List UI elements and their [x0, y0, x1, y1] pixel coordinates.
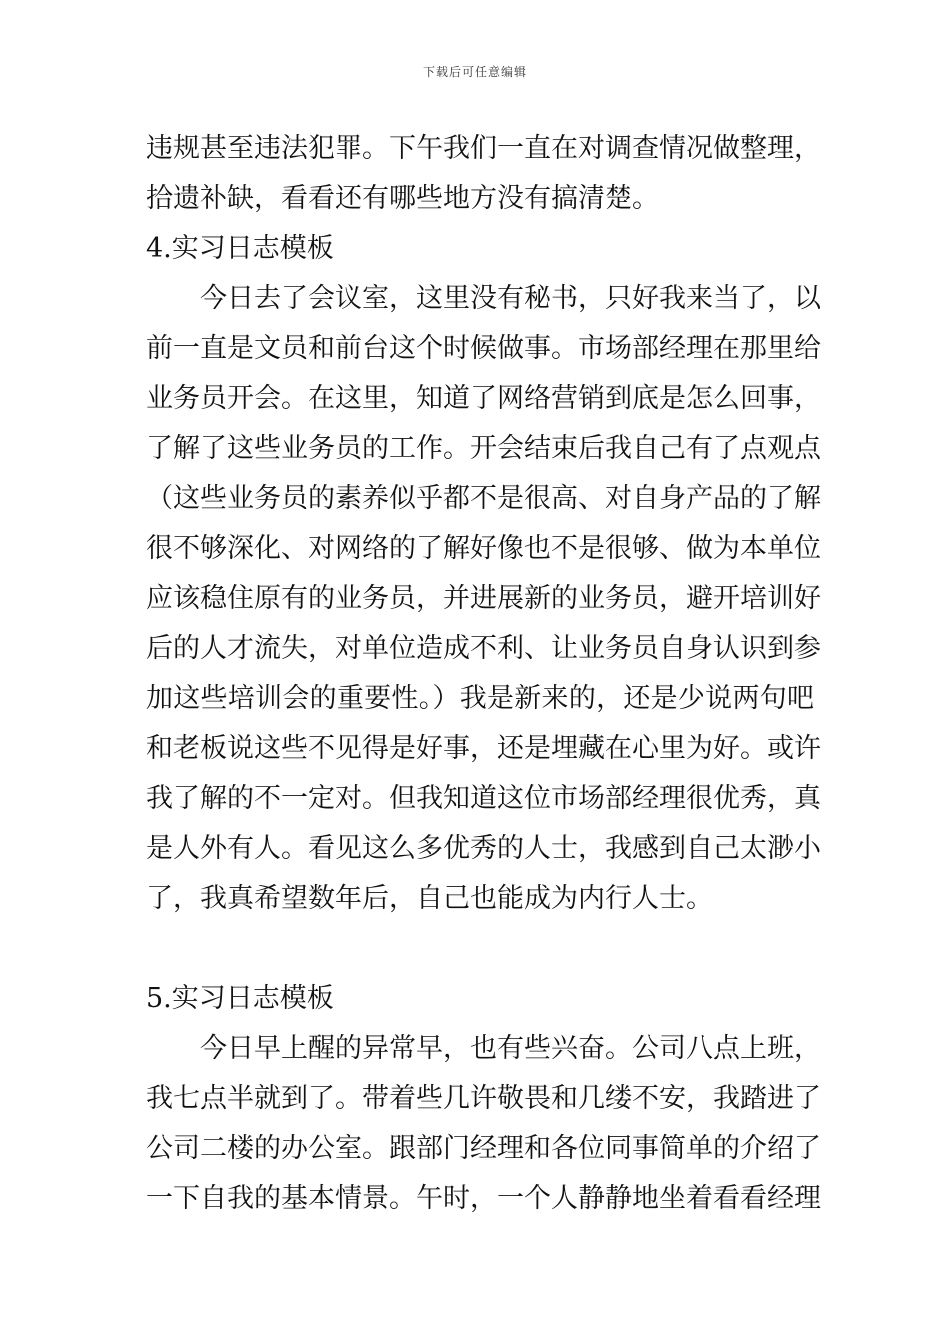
section-heading-4: 4.实习日志模板: [146, 233, 334, 264]
paragraph-line: 加这些培训会的重要性。）我是新来的，还是少说两句吧: [146, 683, 814, 714]
paragraph-line: 拾遗补缺，看看还有哪些地方没有搞清楚。: [146, 183, 659, 214]
paragraph-line: 我了解的不一定对。但我知道这位市场部经理很优秀，真: [146, 783, 821, 814]
page-header: 下载后可任意编辑: [422, 65, 527, 79]
paragraph-line: 后的人才流失，对单位造成不利、让业务员自身认识到参: [146, 633, 821, 664]
paragraph-line: 一下自我的基本情景。午时，一个人静静地坐着看看经理: [146, 1183, 821, 1214]
blank-line: [146, 924, 814, 974]
paragraph-line: 很不够深化、对网络的了解好像也不是很够、做为本单位: [146, 533, 821, 564]
paragraph-line: 业务员开会。在这里，知道了网络营销到底是怎么回事，: [146, 383, 821, 414]
paragraph-line: 前一直是文员和前台这个时候做事。市场部经理在那里给: [146, 333, 821, 364]
paragraph-line: 今日早上醒的异常早，也有些兴奋。公司八点上班，: [200, 1033, 821, 1064]
paragraph-line: 应该稳住原有的业务员，并进展新的业务员，避开培训好: [146, 583, 821, 614]
section-heading-5: 5.实习日志模板: [146, 983, 334, 1014]
paragraph-line: 违规甚至违法犯罪。下午我们一直在对调查情况做整理，: [146, 133, 821, 164]
paragraph-line: 和老板说这些不见得是好事，还是埋藏在心里为好。或许: [146, 733, 821, 764]
document-body: [146, 124, 821, 1224]
paragraph-line: 今日去了会议室，这里没有秘书，只好我来当了，以: [200, 283, 821, 314]
paragraph-line: 了解了这些业务员的工作。开会结束后我自己有了点观点: [146, 433, 821, 464]
paragraph-line: 公司二楼的办公室。跟部门经理和各位同事简单的介绍了: [146, 1133, 821, 1164]
paragraph-line: 了，我真希望数年后，自己也能成为内行人士。: [146, 883, 713, 914]
paragraph-line: 是人外有人。看见这么多优秀的人士，我感到自己太渺小: [146, 833, 821, 864]
paragraph-line: 我七点半就到了。带着些几许敬畏和几缕不安，我踏进了: [146, 1083, 821, 1114]
paragraph-line: （这些业务员的素养似乎都不是很高、对自身产品的了解: [146, 483, 821, 514]
